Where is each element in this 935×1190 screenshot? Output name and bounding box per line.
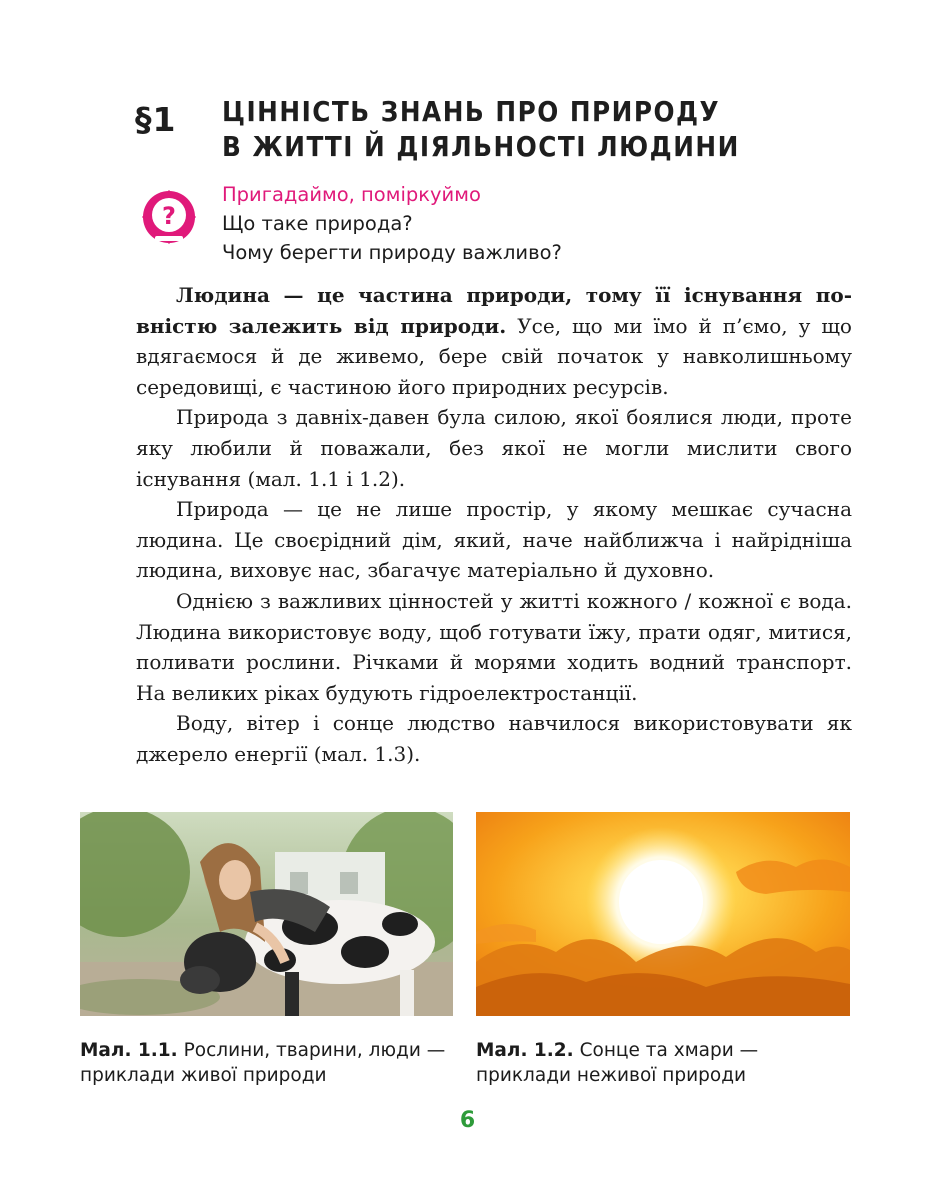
recall-question: Чому берегти природу важливо? (222, 241, 562, 264)
question-mark-icon (138, 186, 200, 248)
figure-label: Мал. 1.1. (80, 1040, 178, 1061)
main-text (136, 280, 852, 770)
paragraph: Природа з давніх-давен була силою, якої боялися люди, проте яку любили й поважали, без якої не могли мислити свого існування (мал. 1.1 і 1.2). (136, 405, 852, 491)
paragraph: Воду, вітер і сонце людство навчилося використовувати як джерело енергії (мал. 1.3). (136, 711, 852, 766)
section-title (222, 95, 740, 165)
paragraph: Однією з важливих цінностей у житті кожного / кожної є вода. Людина використовує воду, щоб готувати їжу, прати одяг, митися, поливати рослини. Річками й морями ходить водний транспорт. На великих ріках будують гідроелектростанції. (136, 588, 852, 705)
figure-label: Мал. 1.2. (476, 1040, 574, 1061)
section-number: §1 (135, 100, 177, 139)
photo-sun-and-clouds (476, 812, 850, 1016)
paragraph-text: Усе, що ми їмо й п’ємо, у що вдягаємося й де живемо, бере свій початок у навколишньому середовищі, є частиною його природних ресурсів. (136, 313, 852, 399)
section-title-line-1: ЦІННІСТЬ ЗНАНЬ ПРО ПРИРОДУ (222, 96, 721, 128)
photo-girl-with-cow (80, 812, 453, 1016)
page-number: 6 (459, 1108, 476, 1133)
figure-caption-text: Сонце та хмари — приклади неживої природи (476, 1040, 759, 1086)
svg-text:?: ? (162, 202, 176, 230)
figure-caption (476, 1038, 856, 1088)
key-statement: Людина — це частина природи, тому її існування повністю залежить від природи. (136, 283, 852, 338)
recall-question: Що таке природа? (222, 212, 413, 235)
paragraph: Природа — це не лише простір, у якому мешкає сучасна людина. Це своєрідний дім, який, наче найближча і найрідніша людина, виховує нас, збагачує матеріально й духовно. (136, 497, 852, 583)
figure-caption (80, 1038, 460, 1088)
figure-caption-text: Рослини, тварини, люди — приклади живої природи (80, 1040, 446, 1086)
recall-block (222, 180, 562, 267)
section-title-line-2: В ЖИТТІ Й ДІЯЛЬНОСТІ ЛЮДИНИ (222, 131, 740, 163)
recall-heading: Пригадаймо, поміркуймо (222, 183, 481, 206)
paragraph (136, 280, 852, 402)
